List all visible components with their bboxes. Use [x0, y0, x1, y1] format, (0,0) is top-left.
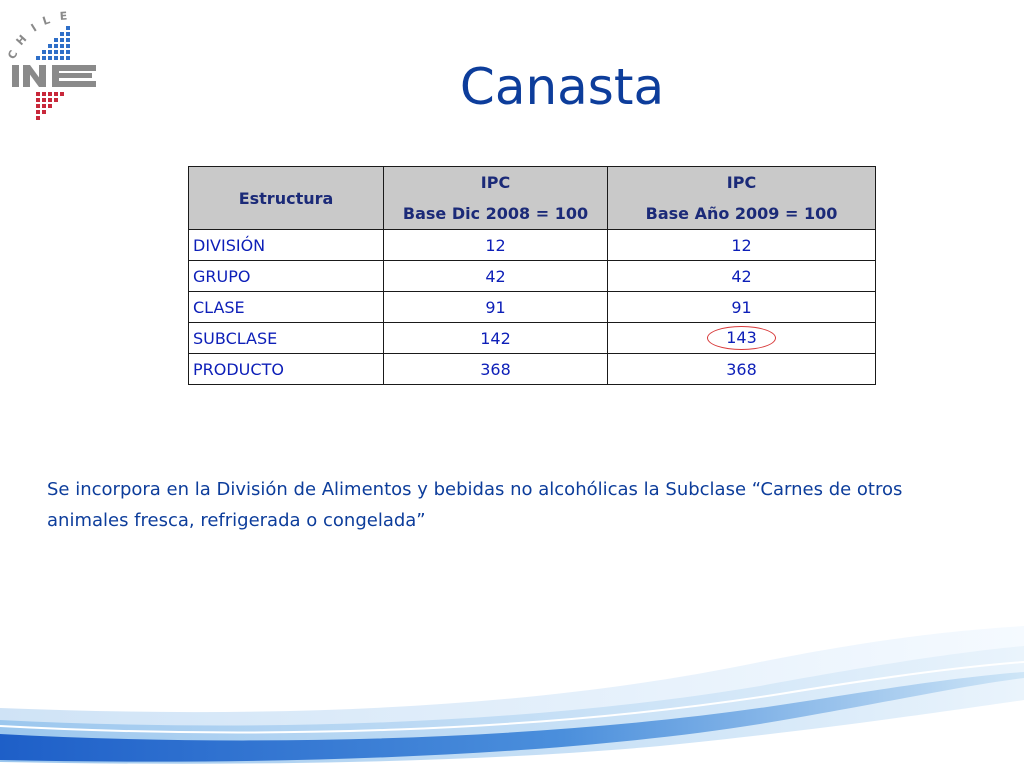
- svg-text:E: E: [59, 9, 68, 23]
- cell-base2008: 142: [384, 323, 608, 354]
- header-ipc-base-2009: [608, 167, 876, 230]
- table-row: [189, 230, 876, 261]
- header-ipc-base-2008: [384, 167, 608, 230]
- cell-base2008: 42: [384, 261, 608, 292]
- table-row: [189, 292, 876, 323]
- explanatory-note: Se incorpora en la División de Alimentos y bebidas no alcohólicas la Subclase “Carnes de otros animales fresca, refrigerada o congelada”: [47, 479, 903, 531]
- cell-base2009: 42: [608, 261, 876, 292]
- svg-text:I: I: [28, 21, 40, 35]
- ipc-structure-table: [188, 166, 876, 385]
- table-row: [189, 354, 876, 385]
- header-ipc-2008-line2: Base Dic 2008 = 100: [402, 204, 589, 223]
- svg-text:H: H: [13, 32, 30, 49]
- page-title: Canasta: [459, 58, 665, 116]
- row-label-grupo: GRUPO: [189, 261, 384, 292]
- row-label-subclase: SUBCLASE: [189, 323, 384, 354]
- logo-blue-grid: [36, 26, 70, 60]
- svg-text:C: C: [5, 48, 21, 62]
- decorative-swoosh: [0, 600, 1024, 768]
- row-label-division: DIVISIÓN: [189, 230, 384, 261]
- header-ipc-2008-line1: IPC: [480, 173, 511, 192]
- row-label-producto: PRODUCTO: [189, 354, 384, 385]
- cell-base2008: 368: [384, 354, 608, 385]
- header-estructura: Estructura: [189, 167, 384, 230]
- logo-chile-letters: [5, 10, 68, 62]
- table-row: [189, 261, 876, 292]
- header-ipc-2009-line2: Base Año 2009 = 100: [645, 204, 838, 223]
- highlight-circle: 143: [707, 326, 776, 350]
- row-label-clase: CLASE: [189, 292, 384, 323]
- cell-base2009: 368: [608, 354, 876, 385]
- cell-base2009: 91: [608, 292, 876, 323]
- table-row: [189, 323, 876, 354]
- svg-text:L: L: [40, 13, 52, 28]
- cell-base2009: 12: [608, 230, 876, 261]
- header-ipc-2009-line1: IPC: [726, 173, 757, 192]
- cell-base2008: 12: [384, 230, 608, 261]
- cell-base2008: 91: [384, 292, 608, 323]
- table-header-row: [189, 167, 876, 230]
- cell-base2009-highlighted: [608, 323, 876, 354]
